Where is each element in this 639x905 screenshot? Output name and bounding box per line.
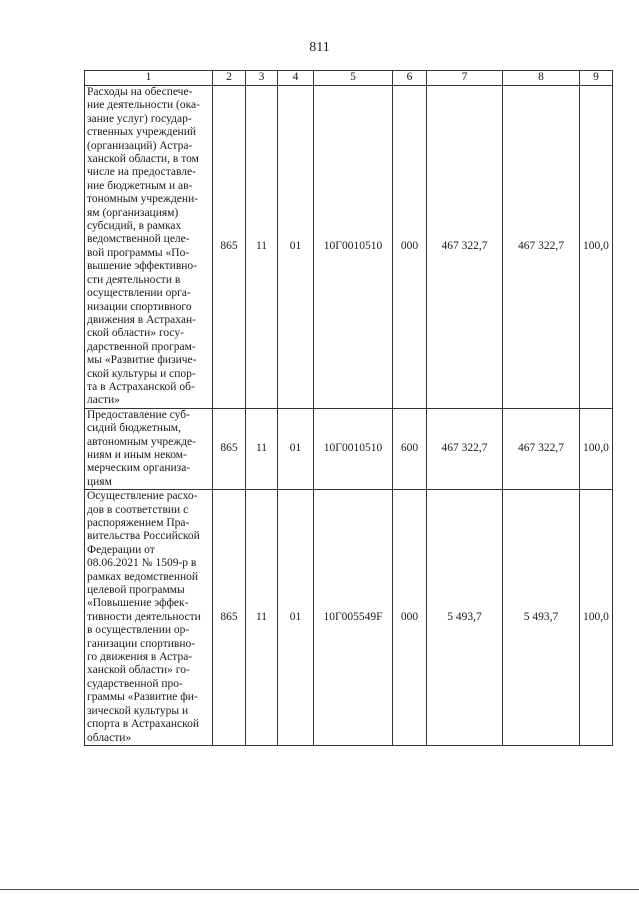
- cell-col-2: 865: [213, 86, 246, 409]
- cell-col-2: 865: [213, 490, 246, 746]
- cell-col-5: 10Г005549F: [314, 490, 393, 746]
- cell-col-9: 100,0: [580, 490, 613, 746]
- row-description: Расходы на обеспече- ние деятельности (ока- зание услуг) государ- ственных учреждений (организаций) Астра- ханской области, в том числе на предоставле- ние бюджетным и ав- тономным учреждени- ям (организациям) субсидий, в рамках ведомственной целе- вой программы «По- вышение эффективно- сти деятельности в осуществлении орга- низации спортивного движения в Астрахан- ской области» госу- дарственной програм- мы «Развитие физиче- ской культуры и спор- та в Астраханской об- ласти»: [85, 86, 213, 409]
- cell-col-7: 467 322,7: [427, 86, 503, 409]
- cell-col-4: 01: [278, 408, 314, 489]
- cell-col-2: 865: [213, 408, 246, 489]
- cell-col-8: 467 322,7: [503, 408, 580, 489]
- column-header-3: 3: [246, 71, 278, 86]
- cell-col-7: 5 493,7: [427, 490, 503, 746]
- table-row: [85, 408, 613, 489]
- cell-col-6: 600: [393, 408, 427, 489]
- cell-col-5: 10Г0010510: [314, 408, 393, 489]
- column-header-9: 9: [580, 71, 613, 86]
- column-header-5: 5: [314, 71, 393, 86]
- cell-col-3: 11: [246, 490, 278, 746]
- row-description: Осуществление расхо- дов в соответствии с распоряжением Пра- вительства Российской Федерации от 08.06.2021 № 1509-р в рамках ведомственной целевой программы «Повышение эффек- тивности деятельности в осуществлении ор- ганизации спортивно- го движения в Астра- ханской области» го- сударственной про- граммы «Развитие фи- зической культуры и спорта в Астраханской области»: [85, 490, 213, 746]
- cell-col-3: 11: [246, 86, 278, 409]
- column-header-2: 2: [213, 71, 246, 86]
- cell-col-3: 11: [246, 408, 278, 489]
- page-bottom-rule: [0, 889, 639, 890]
- column-header-7: 7: [427, 71, 503, 86]
- cell-col-8: 467 322,7: [503, 86, 580, 409]
- cell-col-9: 100,0: [580, 86, 613, 409]
- column-header-8: 8: [503, 71, 580, 86]
- table-header-row: [85, 71, 613, 86]
- row-description: Предоставление суб- сидий бюджетным, автономным учрежде- ниям и иным неком- мерческим организа- циям: [85, 408, 213, 489]
- cell-col-5: 10Г0010510: [314, 86, 393, 409]
- cell-col-4: 01: [278, 490, 314, 746]
- table-row: [85, 490, 613, 746]
- page-number: 811: [309, 40, 330, 55]
- column-header-1: 1: [85, 71, 213, 86]
- cell-col-6: 000: [393, 490, 427, 746]
- column-header-6: 6: [393, 71, 427, 86]
- cell-col-9: 100,0: [580, 408, 613, 489]
- cell-col-7: 467 322,7: [427, 408, 503, 489]
- column-header-4: 4: [278, 71, 314, 86]
- cell-col-4: 01: [278, 86, 314, 409]
- budget-table: [84, 70, 613, 746]
- cell-col-8: 5 493,7: [503, 490, 580, 746]
- table-row: [85, 86, 613, 409]
- cell-col-6: 000: [393, 86, 427, 409]
